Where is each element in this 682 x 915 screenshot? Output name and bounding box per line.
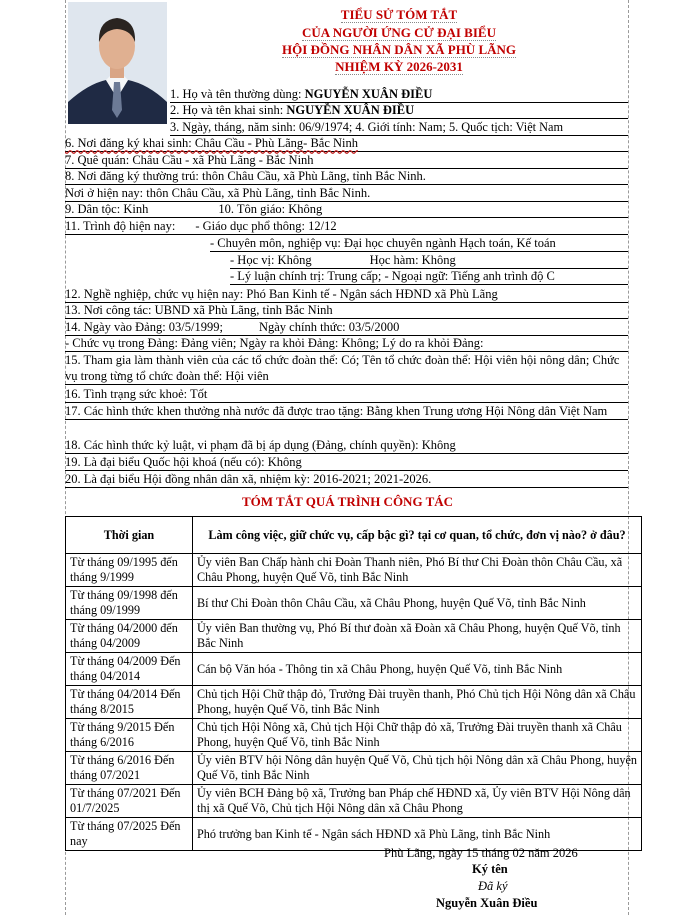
field-education: 11. Trình độ hiện nay: - Giáo dục phổ thông: 12/12 bbox=[65, 218, 628, 235]
field-ethnicity-religion: 9. Dân tộc: Kinh 10. Tôn giáo: Không bbox=[65, 201, 628, 218]
col-header-description: Làm công việc, giữ chức vụ, cấp bậc gì? tại cơ quan, tổ chức, đơn vị nào? ở đâu? bbox=[193, 517, 642, 554]
row-time: Từ tháng 07/2021 Đến 01/7/2025 bbox=[66, 785, 193, 818]
field-organizations: 15. Tham gia làm thành viên của các tổ chức đoàn thể: Có; Tên tổ chức đoàn thể: Hội viên hội nông dân; Chức vụ trong từng tổ chức đoàn thể: Hội viên bbox=[65, 352, 628, 385]
row-description: Ủy viên Ban thường vụ, Phó Bí thư đoàn xã Đoàn xã Châu Phong, huyện Quế Võ, tỉnh Bắc Ninh bbox=[193, 620, 642, 653]
field-council-terms: 20. Là đại biểu Hội đồng nhân dân xã, nhiệm kỳ: 2016-2021; 2021-2026. bbox=[65, 471, 628, 488]
signature-status: Đã ký bbox=[478, 879, 508, 893]
signer-name: Nguyễn Xuân Điều bbox=[436, 896, 538, 910]
table-row bbox=[66, 686, 642, 719]
table-header-row bbox=[66, 517, 642, 554]
row-description: Phó trưởng ban Kinh tế - Ngân sách HĐND xã Phù Lãng, tỉnh Bắc Ninh bbox=[193, 818, 642, 851]
row-time: Từ tháng 09/1998 đến tháng 09/1999 bbox=[66, 587, 193, 620]
field-national-assembly: 19. Là đại biểu Quốc hội khoá (nếu có): Không bbox=[65, 454, 628, 471]
table-row bbox=[66, 785, 642, 818]
signature-date: Phù Lãng, ngày 15 tháng 02 năm 2026 bbox=[384, 846, 578, 860]
field-birth-name: 2. Họ và tên khai sinh: NGUYỄN XUÂN ĐIỀU bbox=[170, 102, 628, 119]
row-time: Từ tháng 04/2000 đến tháng 04/2009 bbox=[66, 620, 193, 653]
field-awards: 17. Các hình thức khen thưởng nhà nước đã được trao tặng: Bằng khen Trung ương Hội Nông dân Việt Nam bbox=[65, 403, 628, 420]
row-description: Cán bộ Văn hóa - Thông tin xã Châu Phong, huyện Quế Võ, tỉnh Bắc Ninh bbox=[193, 653, 642, 686]
field-current-residence: Nơi ở hiện nay: thôn Châu Cầu, xã Phù Lãng, tỉnh Bắc Ninh. bbox=[65, 185, 628, 202]
col-header-time: Thời gian bbox=[66, 517, 193, 554]
field-health: 16. Tình trạng sức khoẻ: Tốt bbox=[65, 386, 628, 403]
doc-term: NHIỆM KỲ 2026-2031 bbox=[335, 59, 463, 74]
row-description: Ủy viên Ban Chấp hành chi Đoàn Thanh niên, Phó Bí thư Chi Đoàn thôn Châu Cầu, xã Châu Phong, huyện Quế Võ, tỉnh Bắc Ninh bbox=[193, 554, 642, 587]
row-time: Từ tháng 09/1995 đến tháng 9/1999 bbox=[66, 554, 193, 587]
field-specialization: - Chuyên môn, nghiệp vụ: Đại học chuyên ngành Hạch toán, Kế toán bbox=[210, 235, 628, 252]
row-description: Bí thư Chi Đoàn thôn Châu Cầu, xã Châu Phong, huyện Quế Võ, tỉnh Bắc Ninh bbox=[193, 587, 642, 620]
field-permanent-residence: 8. Nơi đăng ký thường trú: thôn Châu Cầu, xã Phù Lãng, tỉnh Bắc Ninh. bbox=[65, 168, 628, 185]
table-row bbox=[66, 620, 642, 653]
row-description: Chủ tịch Hội Chữ thập đỏ, Trưởng Đài truyền thanh, Phó Chủ tịch Hội Nông dân xã Châu Phong, huyện Quế Võ, tỉnh Bắc Ninh bbox=[193, 686, 642, 719]
table-row bbox=[66, 587, 642, 620]
work-history-table bbox=[65, 516, 642, 851]
table-row bbox=[66, 554, 642, 587]
field-workplace: 13. Nơi công tác: UBND xã Phù Lãng, tỉnh Bắc Ninh bbox=[65, 302, 628, 319]
doc-title: TIỂU SỬ TÓM TẮT bbox=[340, 7, 458, 22]
signature-label: Ký tên bbox=[472, 862, 508, 876]
row-description: Ủy viên BCH Đảng bộ xã, Trưởng ban Pháp chế HĐND xã, Ủy viên BTV Hội Nông dân thị xã Quế Võ, Chủ tịch Hội Nông dân xã Châu Phong bbox=[193, 785, 642, 818]
row-time: Từ tháng 07/2025 Đến nay bbox=[66, 818, 193, 851]
field-birth-gender-nationality: 3. Ngày, tháng, năm sinh: 06/9/1974; 4. Giới tính: Nam; 5. Quốc tịch: Việt Nam bbox=[170, 119, 628, 136]
field-party-position: - Chức vụ trong Đảng: Đảng viên; Ngày ra khỏi Đảng: Không; Lý do ra khỏi Đảng: bbox=[65, 335, 628, 352]
work-history-title: TÓM TẮT QUÁ TRÌNH CÔNG TÁC bbox=[241, 494, 454, 509]
field-birth-registration: 6. Nơi đăng ký khai sinh: Châu Cầu - Phù Lãng- Bắc Ninh bbox=[65, 135, 628, 152]
row-time: Từ tháng 9/2015 Đến tháng 6/2016 bbox=[66, 719, 193, 752]
field-academic-degree: - Học vị: Không Học hàm: Không bbox=[230, 252, 628, 269]
table-row bbox=[66, 719, 642, 752]
doc-subtitle-1: CỦA NGƯỜI ỨNG CỬ ĐẠI BIỂU bbox=[302, 25, 496, 40]
field-occupation: 12. Nghề nghiệp, chức vụ hiện nay: Phó Ban Kinh tế - Ngân sách HĐND xã Phù Lãng bbox=[65, 286, 628, 303]
row-description: Chủ tịch Hội Nông xã, Chủ tịch Hội Chữ thập đỏ xã, Trưởng Đài truyền thanh xã Châu Phong, huyện Quế Võ, tỉnh Bắc Ninh bbox=[193, 719, 642, 752]
field-political-language: - Lý luận chính trị: Trung cấp; - Ngoại ngữ: Tiếng anh trình độ C bbox=[230, 268, 628, 285]
field-discipline: 18. Các hình thức kỷ luật, vi phạm đã bị áp dụng (Đảng, chính quyền): Không bbox=[65, 437, 628, 454]
table-row bbox=[66, 752, 642, 785]
row-description: Ủy viên BTV hội Nông dân huyện Quế Võ, Chủ tịch hội Nông dân xã Châu Phong, huyện Quế Võ, tỉnh Bắc Ninh bbox=[193, 752, 642, 785]
field-hometown: 7. Quê quán: Châu Cầu - xã Phù Lãng - Bắc Ninh bbox=[65, 152, 628, 169]
doc-subtitle-2: HỘI ĐỒNG NHÂN DÂN XÃ PHÙ LÃNG bbox=[282, 42, 516, 57]
row-time: Từ tháng 6/2016 Đến tháng 07/2021 bbox=[66, 752, 193, 785]
field-party-join: 14. Ngày vào Đảng: 03/5/1999; Ngày chính thức: 03/5/2000 bbox=[65, 319, 628, 336]
row-time: Từ tháng 04/2009 Đến tháng 04/2014 bbox=[66, 653, 193, 686]
field-common-name: 1. Họ và tên thường dùng: NGUYỄN XUÂN ĐIỀU bbox=[170, 86, 628, 103]
candidate-photo bbox=[68, 2, 167, 124]
row-time: Từ tháng 04/2014 Đến tháng 8/2015 bbox=[66, 686, 193, 719]
table-row bbox=[66, 653, 642, 686]
